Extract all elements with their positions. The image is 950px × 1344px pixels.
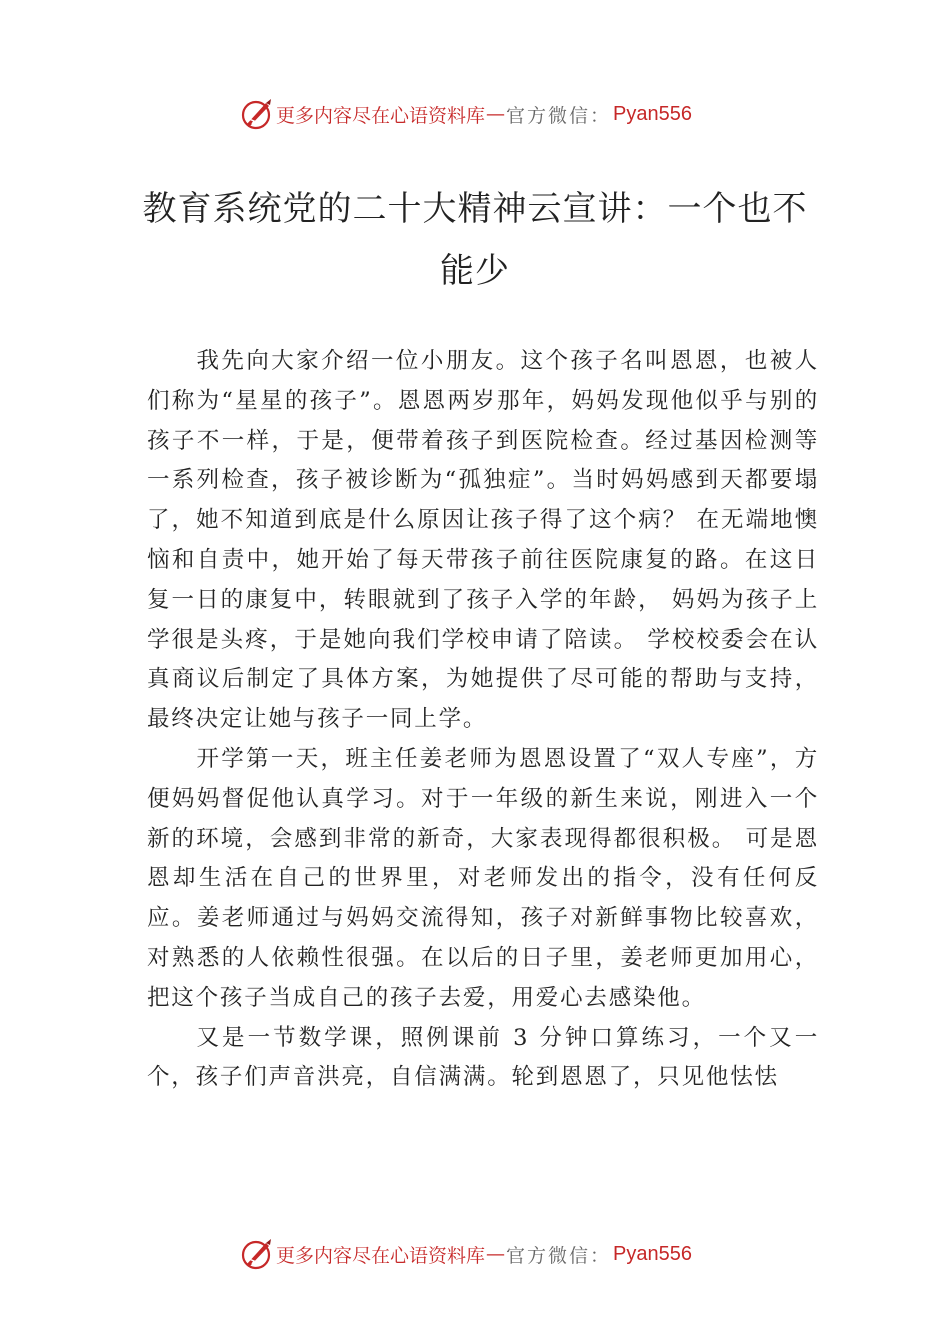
watermark-separator: — bbox=[486, 103, 506, 125]
watermark-brand: 更多内容尽在心语资料库 bbox=[276, 104, 486, 127]
paragraph-2: 开学第一天，班主任姜老师为恩恩设置了“双人专座”，方便妈妈督促他认真学习。对于一年级的新生来说，刚进入一个新的环境，会感到非常的新奇，大家表现得都很积极。 可是恩恩却生活在自己的世界里，对老师发出的指令，没有任何反应。姜老师通过与妈妈交流得知，孩子对新鲜事物比较喜欢，对熟悉的人依赖性很强。在以后的日子里，姜老师更加用心，把这个孩子当成自己的孩子去爱，用爱心去感染他。 bbox=[147, 745, 819, 1011]
watermark-separator: — bbox=[486, 1243, 506, 1265]
footer-watermark bbox=[240, 1236, 760, 1272]
watermark-brand: 更多内容尽在心语资料库 bbox=[276, 1244, 486, 1267]
watermark-wechat-id: Pyan556 bbox=[613, 1242, 692, 1265]
quill-pen-logo-icon bbox=[240, 1237, 274, 1271]
quill-pen-logo-icon bbox=[240, 97, 274, 131]
document-title: 教育系统党的二十大精神云宣讲：一个也不能少 bbox=[142, 189, 808, 291]
watermark-official-label: 官方微信： bbox=[506, 104, 612, 127]
paragraph-3: 又是一节数学课，照例课前 3 分钟口算练习，一个又一个，孩子们声音洪亮，自信满满。轮到恩恩了，只见他怯怯 bbox=[147, 1024, 819, 1091]
watermark-wechat-id: Pyan556 bbox=[613, 102, 692, 125]
paragraph-1: 我先向大家介绍一位小朋友。这个孩子名叫恩恩，也被人们称为“星星的孩子”。恩恩两岁那年，妈妈发现他似乎与别的孩子不一样，于是，便带着孩子到医院检查。经过基因检测等一系列检查，孩子被诊断为“孤独症”。当时妈妈感到天都要塌了，她不知道到底是什么原因让孩子得了这个病？ 在无端地懊恼和自责中，她开始了每天带孩子前往医院康复的路。在这日复一日的康复中，转眼就到了孩子入学的年龄， 妈妈为孩子上学很是头疼，于是她向我们学校申请了陪读。 学校校委会在认真商议后制定了具体方案，为她提供了尽可能的帮助与支持，最终决定让她与孩子一同上学。 bbox=[147, 348, 819, 733]
document-body bbox=[147, 342, 819, 1098]
watermark-official-label: 官方微信： bbox=[506, 1244, 612, 1267]
header-watermark bbox=[240, 96, 760, 132]
